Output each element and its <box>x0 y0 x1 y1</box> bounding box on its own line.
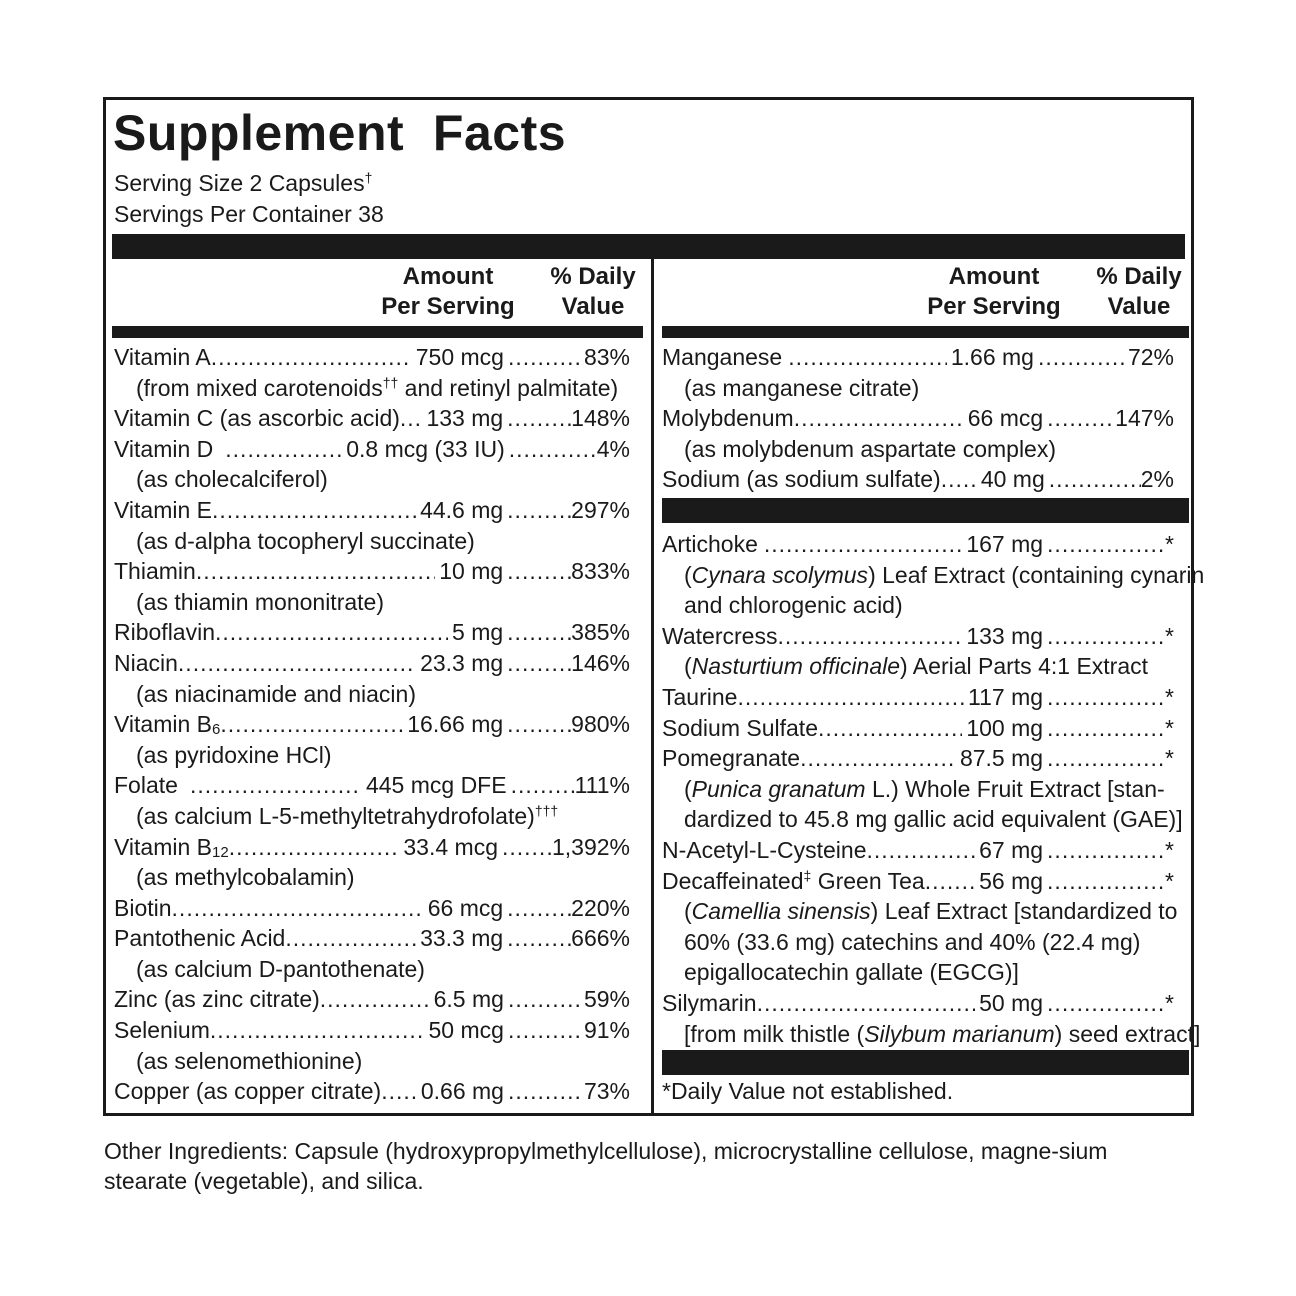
ingredient-dv: * <box>1165 989 1174 1016</box>
ingredient-amount: 50 mg <box>979 989 1044 1016</box>
nutrient-name: Zinc (as zinc citrate) <box>114 986 320 1013</box>
amount-header <box>914 262 1074 322</box>
ingredient-name-mark: ‡ <box>803 866 812 883</box>
nutrient-name-subscript: 6 <box>212 721 221 739</box>
nutrient-row-molybdenum <box>662 403 1174 434</box>
ingredient-detail <box>662 560 1205 591</box>
nutrient-amount: 44.6 mg <box>420 496 504 523</box>
nutrient-dv: 72% <box>1127 344 1174 370</box>
column-divider <box>651 259 654 1113</box>
amount-header-line2: Per Serving <box>381 293 515 320</box>
nutrient-dv: 833% <box>571 558 630 585</box>
right-section-rule <box>662 498 1189 523</box>
ingredient-name: Pomegranate <box>662 745 801 772</box>
nutrient-detail: (as cholecalciferol) <box>136 466 328 493</box>
amount-header-line1: Amount <box>948 263 1040 290</box>
nutrient-dv: 83% <box>583 344 630 370</box>
dv-header <box>1089 262 1189 322</box>
nutrient-dv: 73% <box>583 1078 630 1105</box>
ingredient-amount: 87.5 mg <box>959 745 1044 772</box>
botanical-list <box>662 529 1205 1049</box>
nutrient-name-text: Vitamin B <box>114 833 213 860</box>
ingredient-name: Silymarin <box>662 989 757 1016</box>
latin-name: Cynara scolymus <box>691 561 869 588</box>
serving-size-text: Serving Size 2 Capsules <box>114 170 365 196</box>
nutrient-name: Folate <box>114 772 178 799</box>
nutrient-row-vitamin-e <box>114 495 630 526</box>
nutrient-dv: 666% <box>571 925 630 952</box>
panel-title: Supplement Facts <box>113 105 567 161</box>
ingredient-dv: * <box>1165 622 1174 649</box>
ingredient-dv: * <box>1165 714 1174 741</box>
left-nutrient-list <box>114 342 630 1107</box>
nutrient-amount: 33.3 mg <box>420 925 504 952</box>
nutrient-amount: 50 mcg <box>428 1017 504 1044</box>
ingredient-name: Artichoke <box>662 531 758 557</box>
nutrient-amount: 445 mcg DFE <box>365 772 507 799</box>
nutrient-name: Biotin <box>114 894 172 921</box>
detail-prefix: ( <box>684 898 692 925</box>
ingredient-detail: epigallocatechin gallate (EGCG)] <box>684 959 1019 986</box>
other-ingredients: Other Ingredients: Capsule (hydroxypropylmethylcellulose), microcrystalline cellulose, magne-sium stearate (vegetable), and silica. <box>104 1138 1108 1194</box>
nutrient-dv: 980% <box>571 711 630 738</box>
ingredient-name: Watercress <box>662 622 778 649</box>
nutrient-name: Riboflavin <box>114 619 215 646</box>
dv-header-line1: % Daily <box>1096 263 1182 290</box>
bottom-rule <box>662 1050 1189 1075</box>
dv-header-line1: % Daily <box>550 263 636 290</box>
nutrient-name: Vitamin E <box>114 496 213 523</box>
nutrient-amount: 23.3 mg <box>420 649 504 676</box>
ingredient-name: N-Acetyl-L-Cysteine <box>662 836 867 863</box>
botanical-row-silymarin <box>662 988 1174 1019</box>
detail-suffix: ) Leaf Extract (containing cynarin <box>868 561 1205 588</box>
ingredient-amount: 100 mg <box>966 714 1044 741</box>
nutrient-detail <box>114 373 630 404</box>
serving-size-mark: † <box>364 169 373 186</box>
nutrient-dv: 4% <box>596 435 630 462</box>
detail-suffix: ) Aerial Parts 4:1 Extract <box>900 653 1149 680</box>
nutrient-detail: (as calcium D-pantothenate) <box>136 955 425 982</box>
nutrient-amount: 750 mcg <box>415 344 504 370</box>
nutrient-row-vitamin-d <box>114 434 630 465</box>
amount-header-line1: Amount <box>402 263 494 290</box>
nutrient-dv: 297% <box>571 496 630 523</box>
ingredient-dv: * <box>1165 683 1174 710</box>
nutrient-row-vitamin-c <box>114 403 630 434</box>
nutrient-detail: (as pyridoxine HCl) <box>136 741 332 768</box>
nutrient-row-copper <box>114 1076 630 1107</box>
ingredient-detail <box>662 651 1174 682</box>
ingredient-amount: 167 mg <box>966 531 1044 557</box>
nutrient-dv: 148% <box>571 405 630 432</box>
ingredient-dv: * <box>1165 867 1174 894</box>
nutrient-dv: 385% <box>571 619 630 646</box>
nutrient-detail: (as manganese citrate) <box>684 374 920 401</box>
ingredient-detail: and chlorogenic acid) <box>684 592 903 619</box>
nutrient-detail: (as molybdenum aspartate complex) <box>684 435 1056 462</box>
detail-prefix: ( <box>684 561 692 588</box>
nutrient-detail: (as methylcobalamin) <box>136 864 355 891</box>
ingredient-name <box>662 866 925 897</box>
botanical-row-watercress <box>662 621 1174 652</box>
ingredient-name: Sodium Sulfate <box>662 714 818 741</box>
nutrient-amount: 66 mcg <box>427 894 504 921</box>
nutrient-row-vitamin-b12 <box>114 832 630 863</box>
nutrient-detail: (as selenomethionine) <box>136 1047 363 1074</box>
ingredient-detail <box>662 896 1178 927</box>
nutrient-row-pantothenic-acid <box>114 923 630 954</box>
nutrient-row-sodium <box>662 464 1174 495</box>
nutrient-amount: 16.66 mg <box>407 711 504 738</box>
nutrient-detail: (as niacinamide and niacin) <box>136 680 416 707</box>
right-column-header <box>662 262 1189 326</box>
amount-header-line2: Per Serving <box>927 293 1061 320</box>
nutrient-amount: 5 mg <box>452 619 504 646</box>
nutrient-row-riboflavin <box>114 617 630 648</box>
nutrient-amount: 1.66 mg <box>950 344 1034 370</box>
nutrient-amount: 40 mg <box>980 466 1045 493</box>
detail-suffix: L.) Whole Fruit Extract [stan- <box>865 775 1165 802</box>
serving-size <box>114 169 373 196</box>
nutrient-dv: 1,392% <box>551 833 630 860</box>
nutrient-amount: 6.5 mg <box>433 986 504 1013</box>
nutrient-amount: 66 mcg <box>967 405 1044 432</box>
botanical-row-pomegranate <box>662 743 1174 774</box>
nutrient-dv: 111% <box>574 772 630 799</box>
nutrient-detail: (as thiamin mononitrate) <box>136 588 384 615</box>
nutrient-row-niacin <box>114 648 630 679</box>
nutrient-name: Selenium <box>114 1017 210 1044</box>
left-header-rule <box>112 326 643 338</box>
nutrient-dv: 2% <box>1140 466 1174 493</box>
detail-tail: and retinyl palmitate) <box>398 374 619 401</box>
latin-name: Nasturtium officinale <box>691 653 901 680</box>
nutrient-dv: 91% <box>583 1017 630 1044</box>
nutrient-name: Vitamin A <box>114 344 211 370</box>
dv-header-line2: Value <box>561 293 625 320</box>
detail-prefix: [from milk thistle ( <box>684 1020 865 1047</box>
nutrient-row-biotin <box>114 893 630 924</box>
nutrient-name: Pantothenic Acid <box>114 925 286 952</box>
nutrient-name: Vitamin D <box>114 435 214 462</box>
nutrient-name <box>114 709 220 740</box>
ingredient-amount: 67 mg <box>979 836 1044 863</box>
dv-header-line2: Value <box>1107 293 1171 320</box>
nutrient-name-subscript: 12 <box>212 843 229 861</box>
nutrient-name: Manganese <box>662 344 783 370</box>
daily-value-footnote: *Daily Value not established. <box>662 1078 954 1104</box>
servings-per-container: Servings Per Container 38 <box>114 201 384 227</box>
detail-prefix: ( <box>684 653 692 680</box>
nutrient-name: Molybdenum <box>662 405 794 432</box>
right-nutrient-list <box>662 342 1174 495</box>
ingredient-detail: 60% (33.6 mg) catechins and 40% (22.4 mg) <box>684 928 1141 955</box>
botanical-row-nac <box>662 835 1174 866</box>
top-rule <box>112 234 1185 259</box>
nutrient-name: Thiamin <box>114 558 196 585</box>
nutrient-row-zinc <box>114 984 630 1015</box>
ingredient-dv: * <box>1165 745 1174 772</box>
latin-name: Punica granatum <box>691 775 866 802</box>
ingredient-name-tail: Green Tea <box>811 867 925 894</box>
latin-name: Camellia sinensis <box>691 898 871 925</box>
right-header-rule <box>662 326 1189 338</box>
nutrient-dv: 59% <box>583 986 630 1013</box>
nutrient-amount: 0.8 mcg (33 IU) <box>346 435 505 462</box>
detail-prefix: ( <box>684 775 692 802</box>
ingredient-detail <box>662 774 1174 805</box>
nutrient-detail <box>114 801 630 832</box>
detail-suffix: ) Leaf Extract [standardized to <box>870 898 1178 925</box>
botanical-row-green-tea <box>662 866 1174 897</box>
detail-mark: ††† <box>534 802 559 819</box>
ingredient-amount: 133 mg <box>966 622 1044 649</box>
ingredient-detail: dardized to 45.8 mg gallic acid equivalent (GAE)] <box>684 806 1183 833</box>
nutrient-detail: (as d-alpha tocopheryl succinate) <box>136 527 475 554</box>
botanical-row-taurine <box>662 682 1174 713</box>
nutrient-amount: 0.66 mg <box>420 1078 504 1105</box>
nutrient-row-vitamin-a <box>114 342 630 373</box>
nutrient-name: Vitamin C (as ascorbic acid) <box>114 405 400 432</box>
nutrient-dv: 220% <box>571 894 630 921</box>
amount-header <box>368 262 528 322</box>
ingredient-name-text: Decaffeinated <box>662 867 804 894</box>
nutrient-name: Niacin <box>114 649 178 676</box>
nutrient-name-text: Vitamin B <box>114 711 213 738</box>
supplement-facts-panel <box>103 97 1205 1116</box>
nutrient-row-vitamin-b6 <box>114 709 630 740</box>
nutrient-name: Sodium (as sodium sulfate) <box>662 466 941 493</box>
ingredient-amount: 117 mg <box>968 683 1044 710</box>
nutrient-dv: 146% <box>571 649 630 676</box>
ingredient-dv: * <box>1165 836 1174 863</box>
ingredient-dv: * <box>1165 531 1174 557</box>
ingredient-detail <box>662 1019 1201 1050</box>
nutrient-dv: 147% <box>1115 405 1174 432</box>
dv-header <box>543 262 643 322</box>
left-column-header <box>112 262 643 326</box>
detail-text: (from mixed carotenoids <box>136 374 383 401</box>
nutrient-row-thiamin <box>114 556 630 587</box>
ingredient-name: Taurine <box>662 683 738 710</box>
nutrient-row-manganese <box>662 342 1174 373</box>
nutrient-row-folate <box>114 770 630 801</box>
botanical-row-artichoke <box>662 529 1174 560</box>
nutrient-name: Copper (as copper citrate) <box>114 1078 382 1105</box>
ingredient-amount: 56 mg <box>979 867 1044 894</box>
nutrient-amount: 133 mg <box>426 405 504 432</box>
latin-name: Silybum marianum <box>864 1020 1055 1047</box>
nutrient-amount: 10 mg <box>439 558 504 585</box>
nutrient-name <box>114 832 229 863</box>
detail-text: (as calcium L-5-methyltetrahydrofolate) <box>136 802 535 829</box>
botanical-row-sodium-sulfate <box>662 713 1174 744</box>
nutrient-amount: 33.4 mcg <box>403 833 498 860</box>
nutrient-row-selenium <box>114 1015 630 1046</box>
detail-mark: †† <box>382 373 399 390</box>
detail-suffix: ) seed extract] <box>1054 1020 1201 1047</box>
